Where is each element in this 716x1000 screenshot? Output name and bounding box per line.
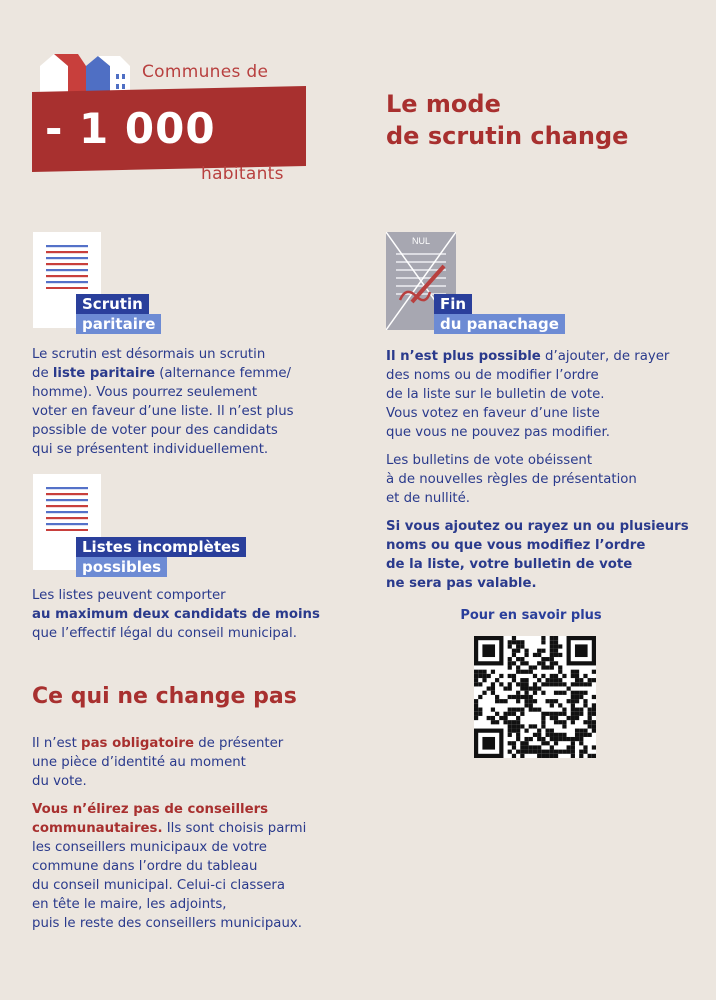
- scrutin-label-line1: Scrutin: [76, 294, 149, 314]
- stripes-graphic: [46, 487, 88, 531]
- scrutin-paritaire-label: [76, 294, 161, 334]
- nul-label: NUL: [411, 236, 431, 246]
- unchanged-text: [32, 734, 306, 933]
- text-line: des noms ou de modifier l’ordre: [386, 368, 599, 383]
- text-span: de: [32, 366, 53, 381]
- text-line: Les bulletins de vote obéissent: [386, 453, 593, 468]
- text-emphasis: au maximum deux candidats de moins: [32, 607, 320, 622]
- listes-incompletes-text: [32, 586, 320, 643]
- text-line: possible de voter pour des candidats: [32, 423, 278, 438]
- text-line: les conseillers municipaux de votre: [32, 840, 267, 855]
- header-habitants: habitants: [201, 164, 284, 184]
- page-title-line1: Le mode: [386, 90, 501, 118]
- text-span: Il n’est: [32, 736, 82, 751]
- page-title: [386, 88, 628, 152]
- listes-incompletes-label: [76, 537, 246, 577]
- section-title-unchanged: Ce qui ne change pas: [32, 684, 297, 709]
- qr-label: Pour en savoir plus: [460, 608, 602, 623]
- panachage-label-line1: Fin: [434, 294, 472, 314]
- text-span: d’ajouter, de rayer: [540, 349, 670, 364]
- text-line: puis le reste des conseillers municipaux.: [32, 916, 302, 931]
- text-line: de la liste sur le bulletin de vote.: [386, 387, 605, 402]
- scrutin-paritaire-text: [32, 345, 294, 459]
- text-line: qui se présentent individuellement.: [32, 442, 269, 457]
- text-line: noms ou que vous modifiez l’ordre: [386, 538, 646, 553]
- text-line: du vote.: [32, 774, 87, 789]
- text-emphasis: communautaires.: [32, 821, 163, 836]
- qr-code[interactable]: [474, 636, 596, 758]
- text-line: [32, 734, 306, 753]
- text-line: [386, 347, 689, 366]
- text-line: Vous votez en faveur d’une liste: [386, 406, 600, 421]
- panachage-label-line2: du panachage: [434, 314, 565, 334]
- text-span: (alternance femme/: [154, 366, 292, 381]
- text-line: que l’effectif légal du conseil municipal.: [32, 626, 297, 641]
- text-emphasis: pas obligatoire: [81, 736, 194, 751]
- text-line: ne sera pas valable.: [386, 576, 537, 591]
- text-line: que vous ne pouvez pas modifier.: [386, 425, 610, 440]
- text-span: de présenter: [193, 736, 284, 751]
- text-span: Ils sont choisis parmi: [162, 821, 307, 836]
- text-line: de la liste, votre bulletin de vote: [386, 557, 633, 572]
- text-line: Les listes peuvent comporter: [32, 588, 226, 603]
- stripes-graphic: [46, 245, 88, 289]
- listes-label-line1: Listes incomplètes: [76, 537, 246, 557]
- scrutin-label-line2: paritaire: [76, 314, 161, 334]
- text-line: à de nouvelles règles de présentation: [386, 472, 637, 487]
- page-title-line2: de scrutin change: [386, 122, 629, 150]
- text-line: [32, 605, 320, 624]
- text-line: [32, 364, 294, 383]
- text-line: Si vous ajoutez ou rayez un ou plusieurs: [386, 519, 689, 534]
- fin-panachage-label: [434, 294, 565, 334]
- text-line: homme). Vous pourrez seulement: [32, 385, 258, 400]
- text-line: voter en faveur d’une liste. Il n’est plus: [32, 404, 294, 419]
- text-emphasis: liste paritaire: [52, 366, 155, 381]
- text-line: commune dans l’ordre du tableau: [32, 859, 258, 874]
- text-line: [32, 819, 306, 838]
- header-communes-de: Communes de: [142, 62, 269, 82]
- fin-panachage-text: [386, 347, 689, 593]
- listes-label-line2: possibles: [76, 557, 167, 577]
- text-line: en tête le maire, les adjoints,: [32, 897, 227, 912]
- text-line: une pièce d’identité au moment: [32, 755, 246, 770]
- text-line: du conseil municipal. Celui-ci classera: [32, 878, 286, 893]
- text-line: Le scrutin est désormais un scrutin: [32, 347, 266, 362]
- text-emphasis: Il n’est plus possible: [386, 349, 541, 364]
- text-line: et de nullité.: [386, 491, 471, 506]
- text-line: Vous n’élirez pas de conseillers: [32, 802, 269, 817]
- header-population-number: - 1 000: [45, 104, 216, 153]
